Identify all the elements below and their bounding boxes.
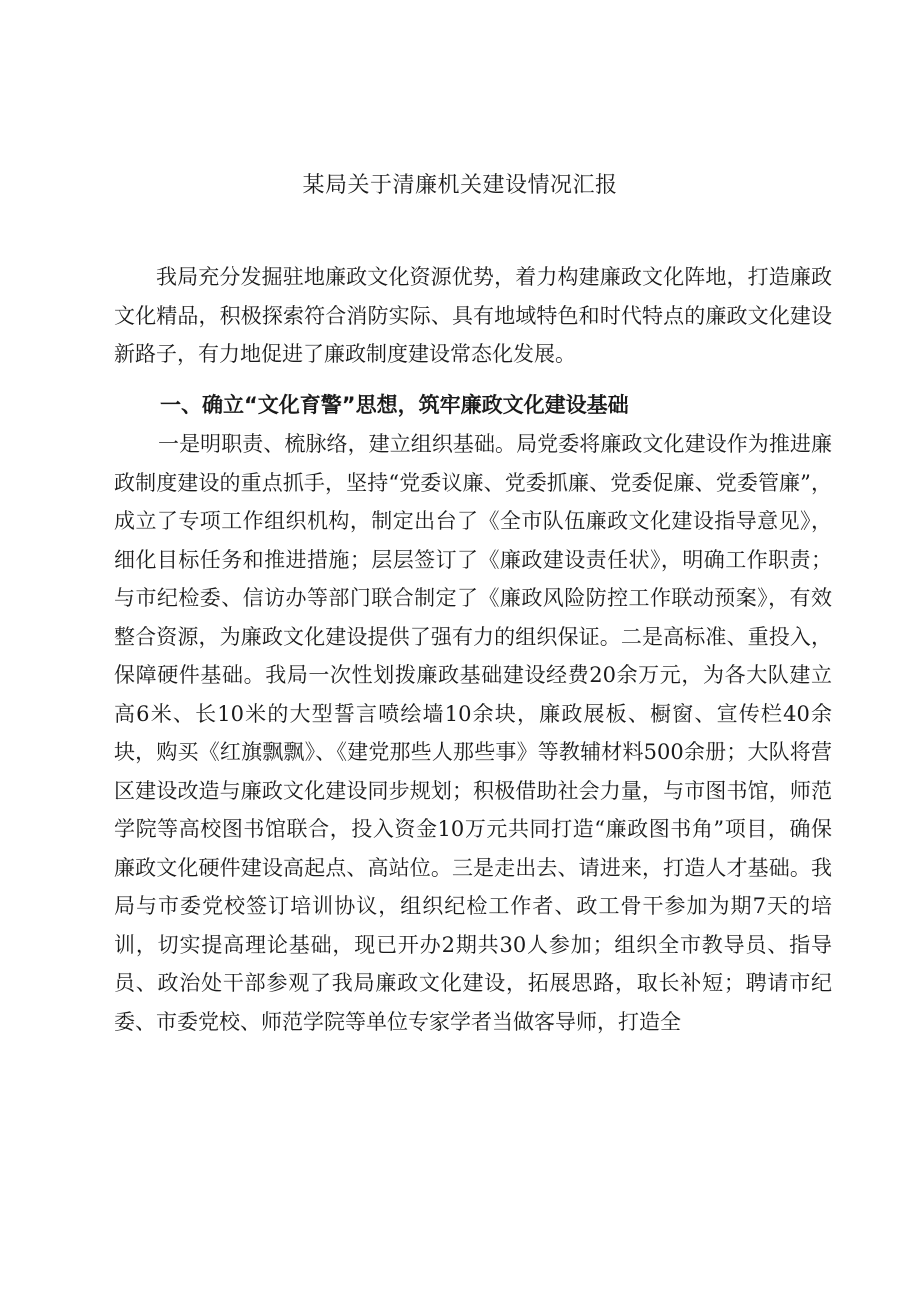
section-1-paragraph: 一是明职责、梳脉络，建立组织基础。局党委将廉政文化建设作为推进廉政制度建设的重点抓手，坚持“党委议廉、党委抓廉、党委促廉、党委管廉”，成立了专项工作组织机构，制定出台了《全市队伍廉政文化建设指导意见》，细化目标任务和推进措施；层层签订了《廉政建设责任状》，明确工作职责；与市纪检委、信访办等部门联合制定了《廉政风险防控工作联动预案》，有效整合资源，为廉政文化建设提供了强有力的组织保证。二是高标准、重投入，保障硬件基础。我局一次性划拨廉政基础建设经费20余万元，为各大队建立高6米、长10米的大型誓言喷绘墙10余块，廉政展板、橱窗、宣传栏40余块，购买《红旗飘飘》、《建党那些人那些事》等教辅材料500余册；大队将营区建设改造与廉政文化建设同步规划；积极借助社会力量，与市图书馆，师范学院等高校图书馆联合，投入资金10万元共同打造“廉政图书角”项目，确保廉政文化硬件建设高起点、高站位。三是走出去、请进来，打造人才基础。我局与市委党校签订培训协议，组织纪检工作者、政工骨干参加为期7天的培训，切实提高理论基础，现已开办2期共30人参加；组织全市教导员、指导员、政治处干部参观了我局廉政文化建设，拓展思路，取长补短；聘请市纪委、市委党校、师范学院等单位专家学者当做客导师，打造全: [114, 432, 832, 1034]
document-title: 某局关于清廉机关建设情况汇报: [302, 173, 618, 198]
intro-paragraph: 我局充分发掘驻地廉政文化资源优势，着力构建廉政文化阵地，打造廉政文化精品，积极探索符合消防实际、具有地域特色和时代特点的廉政文化建设新路子，有力地促进了廉政制度建设常态化发展。: [114, 265, 832, 366]
section-heading-1: 一、确立“文化育警”思想，筑牢廉政文化建设基础: [160, 393, 629, 417]
